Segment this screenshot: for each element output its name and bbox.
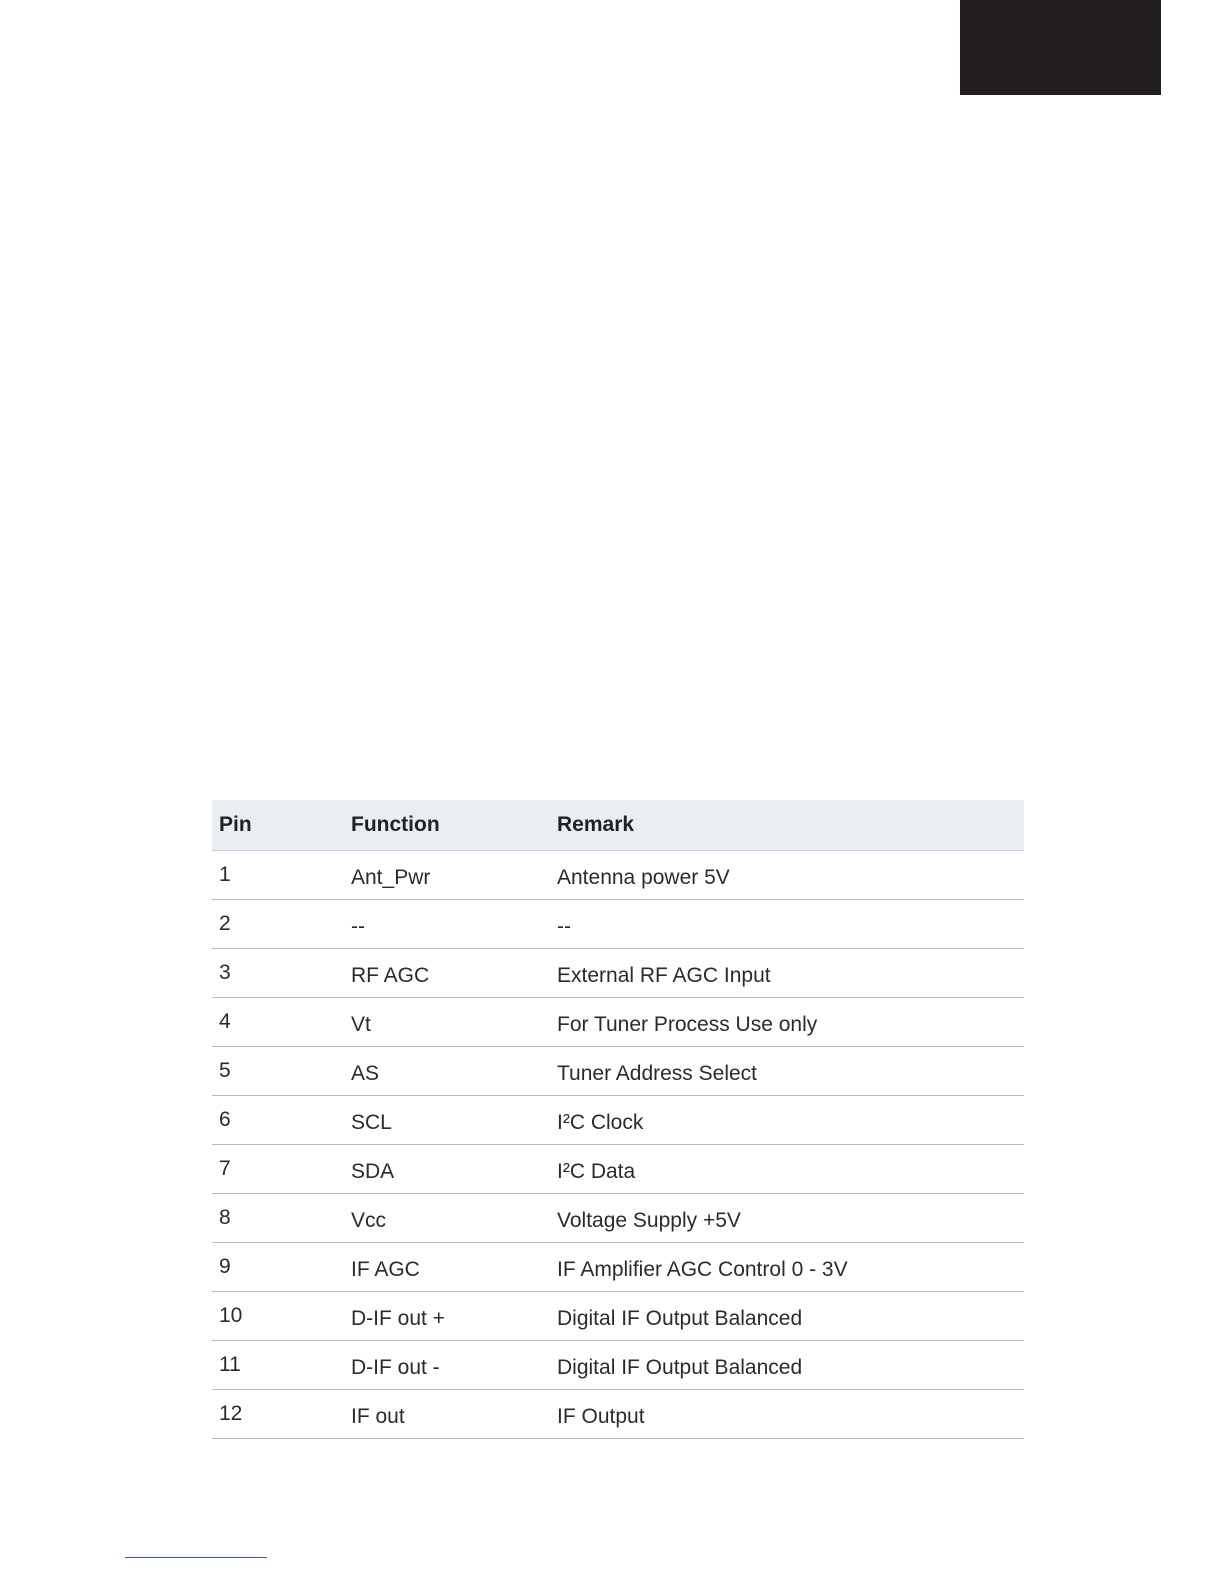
function-cell: AS xyxy=(344,1046,550,1095)
pin-cell: 5 xyxy=(212,1046,344,1095)
table-row xyxy=(212,1291,1024,1340)
function-cell: SDA xyxy=(344,1144,550,1193)
pin-cell: 9 xyxy=(212,1242,344,1291)
remark-cell: I²C Data xyxy=(550,1144,1024,1193)
table-row xyxy=(212,1389,1024,1438)
remark-cell: External RF AGC Input xyxy=(550,948,1024,997)
remark-cell: IF Amplifier AGC Control 0 - 3V xyxy=(550,1242,1024,1291)
table-row xyxy=(212,948,1024,997)
function-cell: -- xyxy=(344,899,550,948)
header-remark: Remark xyxy=(550,800,1024,850)
function-cell: SCL xyxy=(344,1095,550,1144)
pin-cell: 4 xyxy=(212,997,344,1046)
function-cell: IF out xyxy=(344,1389,550,1438)
remark-cell: Antenna power 5V xyxy=(550,850,1024,899)
pin-cell: 8 xyxy=(212,1193,344,1242)
table-header-row xyxy=(212,800,1024,850)
remark-cell: Digital IF Output Balanced xyxy=(550,1340,1024,1389)
function-cell: D-IF out - xyxy=(344,1340,550,1389)
function-cell: Vcc xyxy=(344,1193,550,1242)
footer-link-rule xyxy=(125,1557,267,1558)
table-row xyxy=(212,1046,1024,1095)
pin-cell: 7 xyxy=(212,1144,344,1193)
table-row xyxy=(212,850,1024,899)
pin-function-table xyxy=(212,800,1024,1439)
function-cell: Ant_Pwr xyxy=(344,850,550,899)
table-row xyxy=(212,1242,1024,1291)
remark-cell: For Tuner Process Use only xyxy=(550,997,1024,1046)
function-cell: Vt xyxy=(344,997,550,1046)
corner-tab-block xyxy=(960,0,1161,95)
pin-cell: 12 xyxy=(212,1389,344,1438)
remark-cell: Voltage Supply +5V xyxy=(550,1193,1024,1242)
pin-cell: 3 xyxy=(212,948,344,997)
remark-cell: IF Output xyxy=(550,1389,1024,1438)
remark-cell: Tuner Address Select xyxy=(550,1046,1024,1095)
table-row xyxy=(212,997,1024,1046)
pin-cell: 10 xyxy=(212,1291,344,1340)
function-cell: RF AGC xyxy=(344,948,550,997)
remark-cell: Digital IF Output Balanced xyxy=(550,1291,1024,1340)
remark-cell: I²C Clock xyxy=(550,1095,1024,1144)
pin-cell: 6 xyxy=(212,1095,344,1144)
table-row xyxy=(212,1340,1024,1389)
table-body xyxy=(212,850,1024,1438)
table-row xyxy=(212,1095,1024,1144)
pin-cell: 11 xyxy=(212,1340,344,1389)
function-cell: IF AGC xyxy=(344,1242,550,1291)
header-pin: Pin xyxy=(212,800,344,850)
pin-cell: 1 xyxy=(212,850,344,899)
remark-cell: -- xyxy=(550,899,1024,948)
table-row xyxy=(212,899,1024,948)
header-function: Function xyxy=(344,800,550,850)
function-cell: D-IF out + xyxy=(344,1291,550,1340)
pin-cell: 2 xyxy=(212,899,344,948)
table-header xyxy=(212,800,1024,850)
table-row xyxy=(212,1193,1024,1242)
table-row xyxy=(212,1144,1024,1193)
